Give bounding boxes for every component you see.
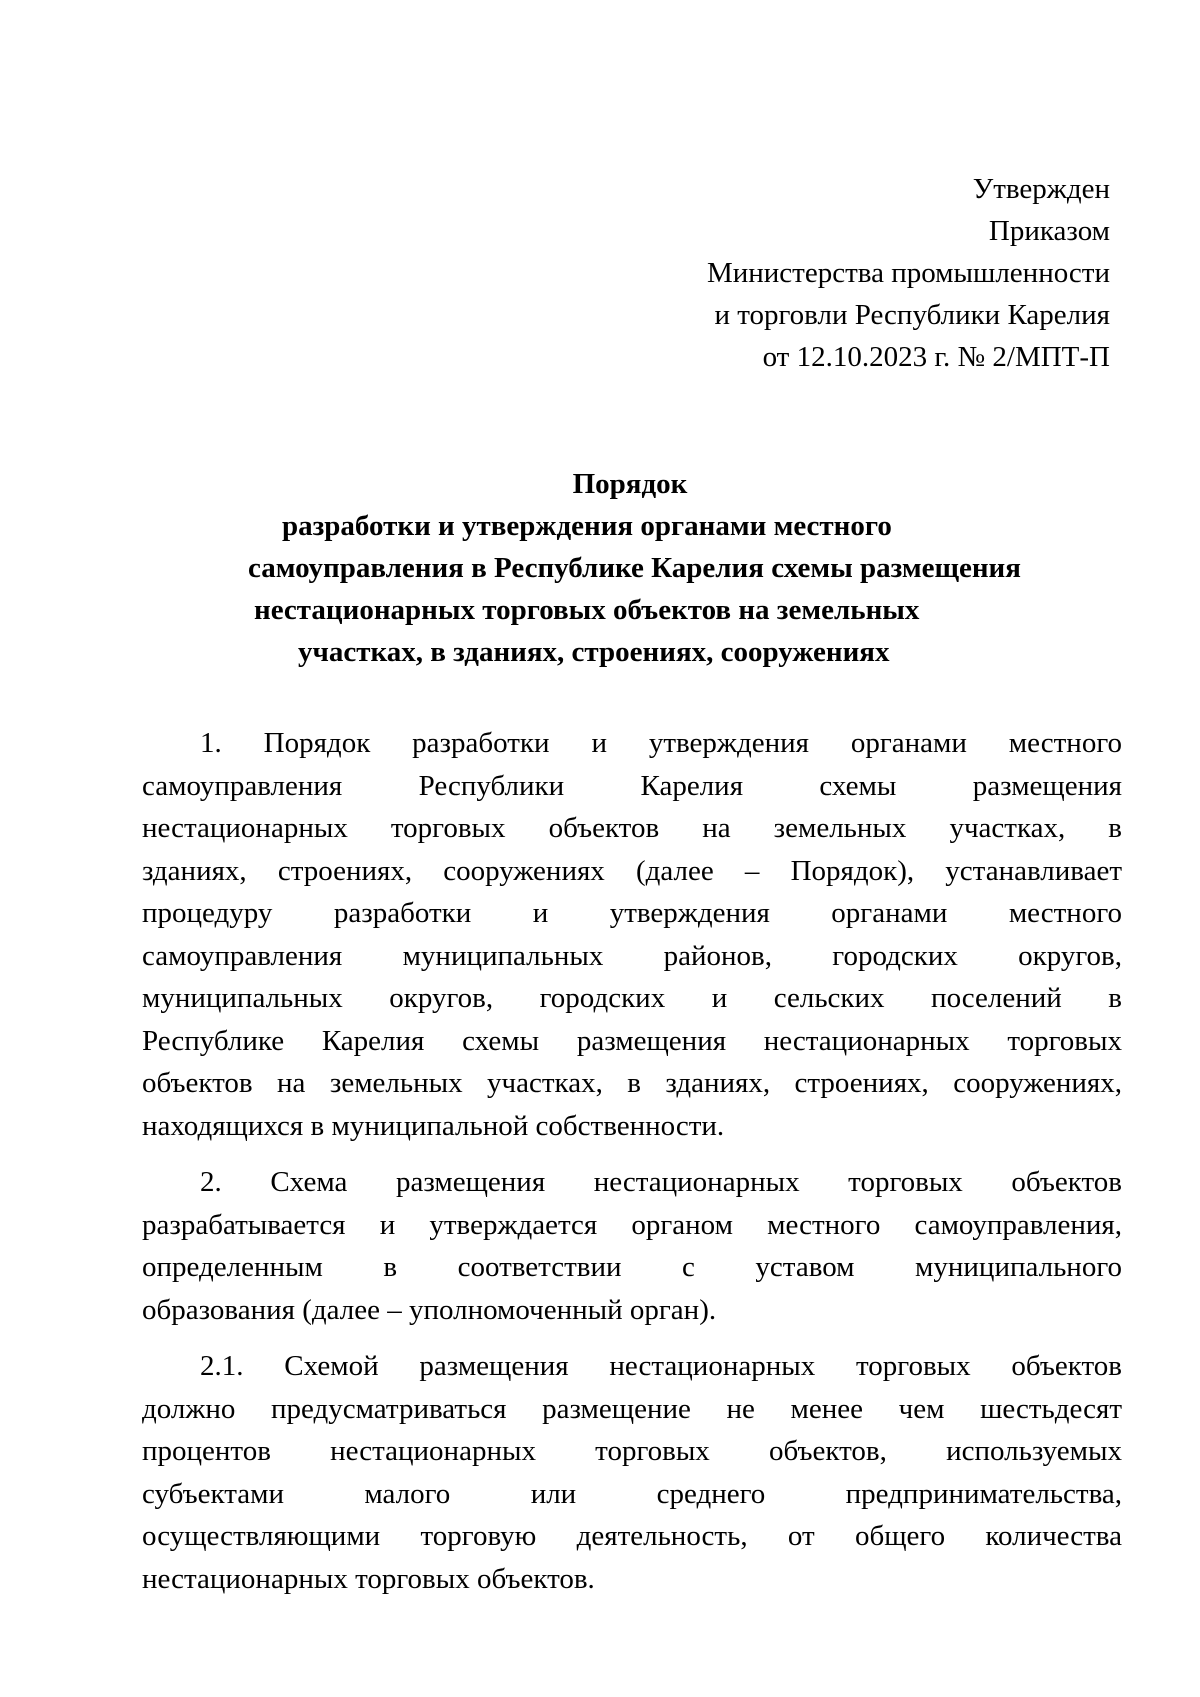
paragraph-line: определенным в соответствии с уставом муниципального — [142, 1251, 1122, 1283]
paragraph-line: 1. Порядок разработки и утверждения органами местного — [200, 727, 1122, 759]
document-title — [140, 463, 1120, 673]
paragraph-line: должно предусматриваться размещение не менее чем шестьдесят — [142, 1392, 1122, 1425]
approval-line-region: и торговли Республики Карелия — [714, 299, 1110, 331]
paragraph-line: зданиях, строениях, сооружениях (далее – Порядок), устанавливает — [142, 854, 1122, 887]
paragraph-line: нестационарных торговых объектов. — [142, 1562, 595, 1595]
paragraph-line: 2. Схема размещения нестационарных торговых объектов — [200, 1166, 1122, 1198]
paragraph-line: самоуправления Республики Карелия схемы размещения — [142, 769, 1122, 802]
paragraph-line: образования (далее – уполномоченный орган). — [142, 1293, 717, 1326]
paragraph-line: субъектами малого или среднего предпринимательства, — [142, 1477, 1122, 1510]
paragraph-2 — [142, 1161, 1122, 1331]
paragraph-line: осуществляющими торговую деятельность, от общего количества — [142, 1520, 1122, 1552]
paragraph-line: разрабатывается и утверждается органом местного самоуправления, — [142, 1208, 1122, 1241]
paragraph-2-1 — [142, 1345, 1122, 1600]
title-line: самоуправления в Республике Карелия схемы размещения — [248, 552, 1021, 584]
paragraph-line: нестационарных торговых объектов на земельных участках, в — [142, 812, 1122, 844]
paragraph-line: процедуру разработки и утверждения органами местного — [142, 897, 1122, 929]
title-line: участках, в зданиях, строениях, сооружениях — [298, 636, 890, 668]
paragraph-line: находящихся в муниципальной собственности. — [142, 1109, 725, 1142]
approval-line-approved: Утвержден — [972, 173, 1110, 205]
paragraph-line: Республике Карелия схемы размещения нестационарных торговых — [142, 1024, 1122, 1057]
paragraph-1 — [142, 722, 1122, 1147]
paragraph-line: самоуправления муниципальных районов, городских округов, — [142, 939, 1122, 972]
paragraph-line: муниципальных округов, городских и сельских поселений в — [142, 982, 1122, 1014]
paragraph-line: 2.1. Схемой размещения нестационарных торговых объектов — [200, 1350, 1122, 1382]
paragraph-line: процентов нестационарных торговых объектов, используемых — [142, 1435, 1122, 1467]
title-line: разработки и утверждения органами местного — [282, 510, 892, 542]
approval-line-date-number: от 12.10.2023 г. № 2/МПТ-П — [762, 341, 1110, 373]
title-line: нестационарных торговых объектов на земельных — [254, 594, 920, 626]
document-body — [142, 722, 1122, 1614]
approval-line-ministry: Министерства промышленности — [706, 257, 1110, 289]
title-main: Порядок — [572, 468, 688, 500]
approval-stamp-block — [590, 168, 1110, 378]
paragraph-line: объектов на земельных участках, в зданиях, строениях, сооружениях, — [142, 1067, 1122, 1099]
approval-line-order: Приказом — [988, 215, 1110, 247]
